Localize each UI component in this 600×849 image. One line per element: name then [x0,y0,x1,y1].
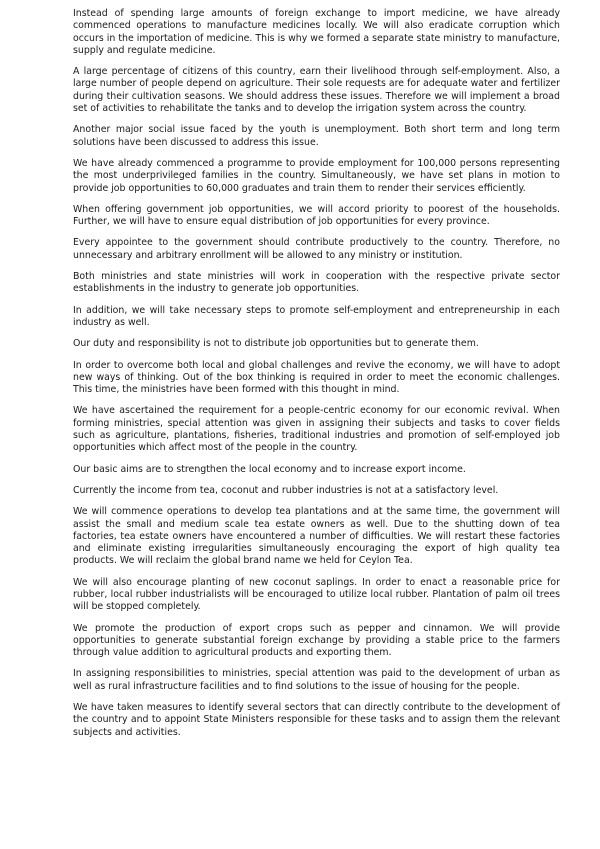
paragraph-tea-plantations: We will commence operations to develop tea plantations and at the same time, the government will assist the small and medium scale tea estate owners as well. Due to the shutting down of tea factories, tea estate owners have encountered a number of difficulties. We will restart these factories and eliminate existing irregularities simultaneously encouraging the export of high quality tea products. We will reclaim the global brand name we held for Ceylon Tea. [73,506,560,567]
paragraph-export-crops: We promote the production of export crops such as pepper and cinnamon. We will provide opportunities to generate substantial foreign exchange by providing a stable price to the farmers through value addition to agricultural products and exporting them. [73,622,560,659]
paragraph-entrepreneurship: In addition, we will take necessary steps to promote self-employment and entrepreneurship in each industry as well. [73,304,560,328]
paragraph-people-centric-economy: We have ascertained the requirement for a people-centric economy for our economic revival. When forming ministries, special attention was given in assigning their subjects and tasks to cover fields such as agriculture, plantations, fisheries, traditional industries and promotion of self-employed job opportunities which affect most of the people in the country. [73,405,560,454]
paragraph-state-ministers: We have taken measures to identify several sectors that can directly contribute to the development of the country and to appoint State Ministers responsible for these tasks and to assign them the relevant subjects and activities. [73,702,560,738]
paragraph-income-status: Currently the income from tea, coconut and rubber industries is not at a satisfactory level. [73,484,499,496]
paragraph-employment-programme: We have already commenced a programme to provide employment for 100,000 persons representing the most underprivileged families in the country. Simultaneously, we have set plans in motion to provide job opportunities to 60,000 graduates and train them to render their services efficiently. [73,157,560,194]
paragraph-self-employment-agriculture: A large percentage of citizens of this country, earn their livelihood through self-employment. Also, a large number of people depend on agriculture. Their sole requests are for adequate water and fertilizer during their cultivation seasons. We should address these issues. Therefore we will implement a broad set of activities to rehabilitate the tanks and to develop the irrigation system across the country. [73,66,560,115]
paragraph-job-priority: When offering government job opportunities, we will accord priority to poorest of the households. Further, we will have to ensure equal distribution of job opportunities for every province. [73,203,560,228]
paragraph-basic-aims: Our basic aims are to strengthen the local economy and to increase export income. [73,463,466,475]
paragraph-medicine: Instead of spending large amounts of foreign exchange to import medicine, we have already commenced operations to manufacture medicines locally. We will also eradicate corruption which occurs in the importation of medicine. This is why we formed a separate state ministry to manufacture, supply and regulate medicine. [73,8,560,56]
paragraph-appointees: Every appointee to the government should contribute productively to the country. Therefore, no unnecessary and arbitrary enrollment will be allowed to any ministry or institution. [73,237,560,261]
paragraph-duty: Our duty and responsibility is not to distribute job opportunities but to generate them. [73,338,479,350]
paragraph-ministries-cooperation: Both ministries and state ministries will work in cooperation with the respective private sector establishments in the industry to generate job opportunities. [73,271,560,295]
paragraph-youth-unemployment: Another major social issue faced by the youth is unemployment. Both short term and long term solutions have been discussed to address this issue. [73,124,560,148]
paragraph-coconut-rubber: We will also encourage planting of new coconut saplings. In order to enact a reasonable price for rubber, local rubber industrialists will be encouraged to utilize local rubber. Plantation of palm oil trees will be stopped completely. [73,576,560,613]
paragraph-new-thinking: In order to overcome both local and global challenges and revive the economy, we will have to adopt new ways of thinking. Out of the box thinking is required in order to meet the economic challenges. This time, the ministries have been formed with this thought in mind. [73,359,560,396]
document-page [73,8,560,748]
paragraph-infrastructure: In assigning responsibilities to ministries, special attention was paid to the development of urban as well as rural infrastructure facilities and to find solutions to the issue of housing for the people. [73,668,560,692]
